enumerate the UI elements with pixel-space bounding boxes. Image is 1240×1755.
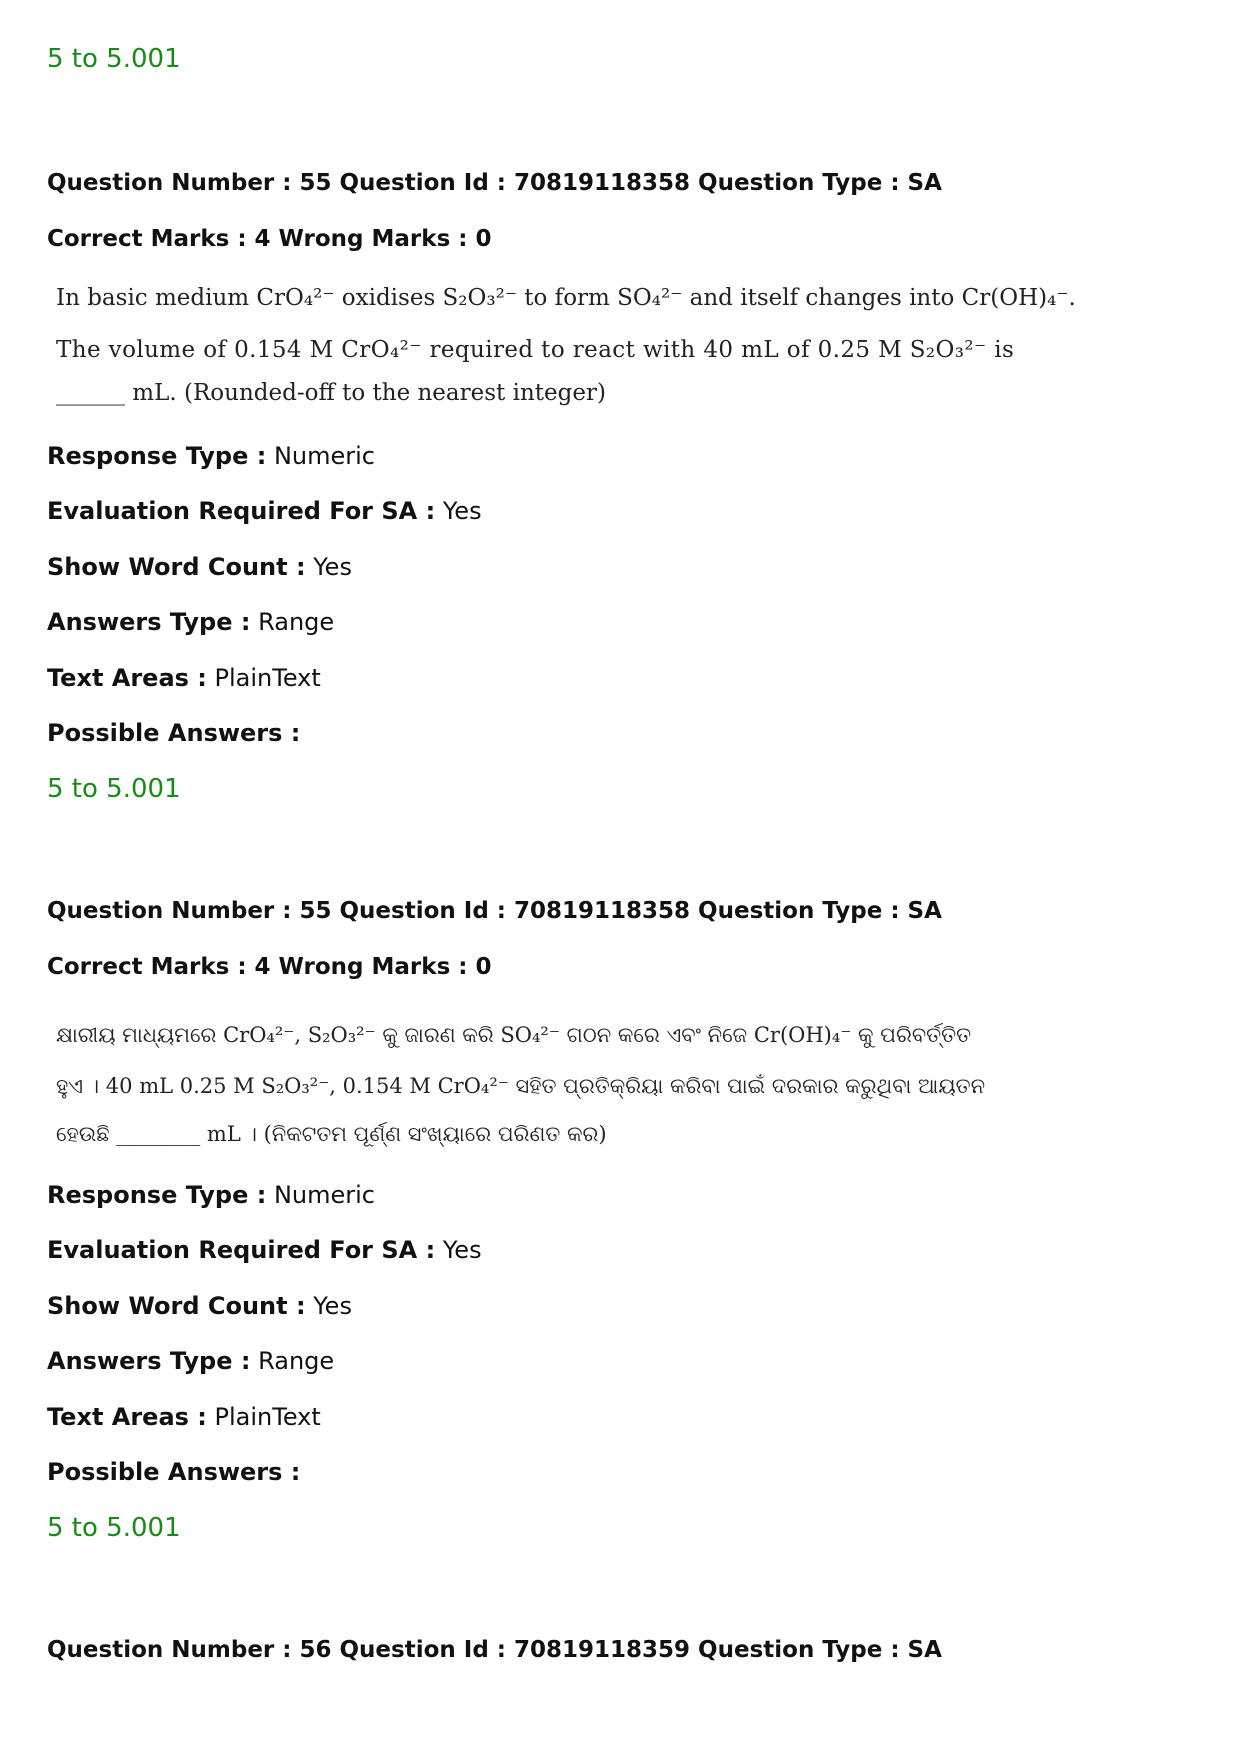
question-header: Question Number : 55 Question Id : 70819118358 Question Type : SA <box>47 170 942 196</box>
answers-type-row: Answers Type : Range <box>47 1347 335 1375</box>
response-type-row: Response Type : Numeric <box>47 442 375 470</box>
show-word-count-row: Show Word Count : Yes <box>47 1292 352 1320</box>
question-header: Question Number : 55 Question Id : 70819118358 Question Type : SA <box>47 898 942 924</box>
question-line: ହେଉଛି ________ mL । (ନିକଟତମ ପୂର୍ଣ୍ଣ ସଂଖ୍ୟାରେ ପରିଣତ କର) <box>56 1122 607 1146</box>
marks-line: Correct Marks : 4 Wrong Marks : 0 <box>47 226 492 252</box>
question-line: In basic medium CrO₄²⁻ oxidises S₂O₃²⁻ to form SO₄²⁻ and itself changes into Cr(OH)₄⁻. <box>56 285 1076 311</box>
evaluation-required-row: Evaluation Required For SA : Yes <box>47 497 482 525</box>
response-type-row: Response Type : Numeric <box>47 1181 375 1209</box>
answers-type-row: Answers Type : Range <box>47 608 335 636</box>
evaluation-required-row: Evaluation Required For SA : Yes <box>47 1236 482 1264</box>
marks-line: Correct Marks : 4 Wrong Marks : 0 <box>47 954 492 980</box>
possible-answers-row: Possible Answers : <box>47 1458 301 1486</box>
possible-answer-value: 5 to 5.001 <box>47 1513 181 1543</box>
question-line: The volume of 0.154 M CrO₄²⁻ required to react with 40 mL of 0.25 M S₂O₃²⁻ is <box>56 337 1015 363</box>
possible-answer-value: 5 to 5.001 <box>47 774 181 804</box>
possible-answers-row: Possible Answers : <box>47 719 301 747</box>
text-areas-row: Text Areas : PlainText <box>47 664 321 692</box>
show-word-count-row: Show Word Count : Yes <box>47 553 352 581</box>
question-line: ______ mL. (Rounded-off to the nearest integer) <box>56 380 606 406</box>
question-line: ହୁଏ । 40 mL 0.25 M S₂O₃²⁻, 0.154 M CrO₄²⁻ ସହିତ ପ୍ରତିକ୍ରିୟା କରିବା ପାଇଁ ଦରକାର କରୁଥିବା ଆୟତନ <box>56 1074 986 1098</box>
text-areas-row: Text Areas : PlainText <box>47 1403 321 1431</box>
possible-answer-value: 5 to 5.001 <box>47 44 181 74</box>
question-line: କ୍ଷାରୀୟ ମାଧ୍ୟମରେ CrO₄²⁻, S₂O₃²⁻ କୁ ଜାରଣ କରି SO₄²⁻ ଗଠନ କରେ ଏବଂ ନିଜେ Cr(OH)₄⁻ କୁ ପରିବର୍ତ୍ତିତ <box>56 1023 972 1047</box>
question-header: Question Number : 56 Question Id : 70819118359 Question Type : SA <box>47 1637 942 1663</box>
